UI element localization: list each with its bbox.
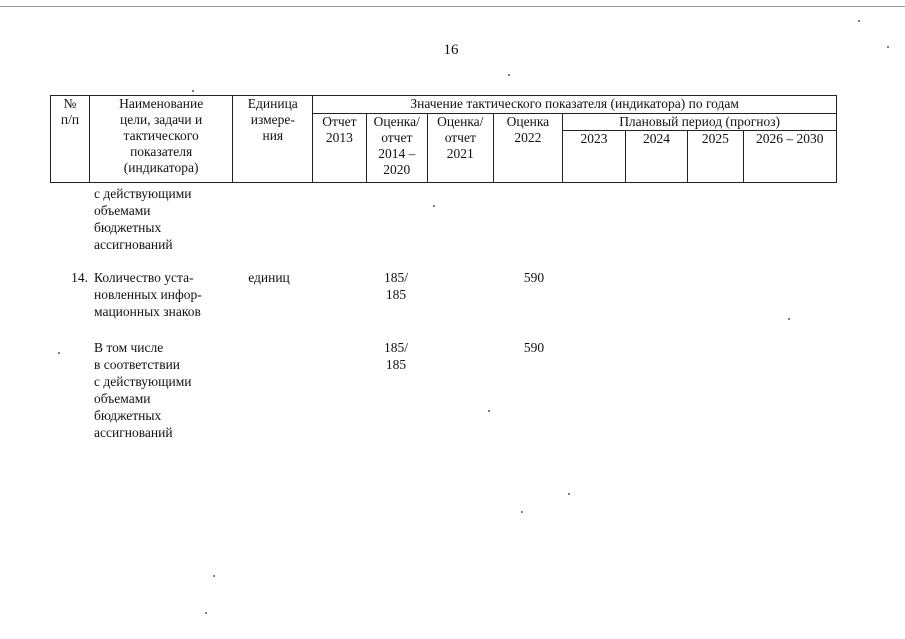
header-plan-period: Плановый период (прогноз) xyxy=(563,114,837,131)
header-col-report-2013: Отчет 2013 xyxy=(313,114,366,183)
scan-speck xyxy=(508,74,510,76)
scan-speck xyxy=(213,575,215,577)
scan-speck xyxy=(205,612,207,614)
scan-speck xyxy=(58,352,60,354)
scan-speck xyxy=(192,90,194,92)
header-col-2025: 2025 xyxy=(688,131,743,183)
header-col-2023: 2023 xyxy=(563,131,626,183)
scan-speck xyxy=(858,20,860,22)
row-14-sub-estimate-2014-2020: 185/ 185 xyxy=(383,340,408,372)
indicator-table-header xyxy=(50,95,837,183)
header-col-2026-2030: 2026 – 2030 xyxy=(743,131,836,183)
header-col-estimate-2022: Оценка 2022 xyxy=(493,114,563,183)
scan-speck xyxy=(788,318,790,320)
page-number: 16 xyxy=(443,42,459,58)
row-14-estimate-2014-2020: 185/ 185 xyxy=(383,270,408,302)
scan-speck xyxy=(568,493,570,495)
scan-speck xyxy=(521,511,523,513)
row-14-number: 14. xyxy=(71,270,88,285)
scan-speck xyxy=(433,205,435,207)
header-values-by-year: Значение тактического показателя (индикатора) по годам xyxy=(313,96,837,114)
scan-speck xyxy=(887,46,889,48)
header-col-unit: Единица измере- ния xyxy=(233,96,313,183)
header-col-2024: 2024 xyxy=(625,131,688,183)
scan-speck xyxy=(488,410,490,412)
row-continuation-name: с действующими объемами бюджетных ассигнований xyxy=(94,186,192,252)
scan-edge-line xyxy=(0,6,905,7)
row-14-estimate-2022: 590 xyxy=(523,270,545,285)
header-col-number: № п/п xyxy=(51,96,90,183)
row-14-name: Количество уста- новленных инфор- мационных знаков xyxy=(94,270,202,319)
header-col-name: Наименование цели, задачи и тактического показателя (индикатора) xyxy=(89,96,232,183)
header-col-estimate-2014-2020: Оценка/ отчет 2014 – 2020 xyxy=(366,114,427,183)
header-col-estimate-2021: Оценка/ отчет 2021 xyxy=(428,114,494,183)
row-14-sub-name: В том числе в соответствии с действующими объемами бюджетных ассигнований xyxy=(94,340,192,440)
row-14-unit: единиц xyxy=(248,270,290,285)
row-14-sub-estimate-2022: 590 xyxy=(523,340,545,355)
